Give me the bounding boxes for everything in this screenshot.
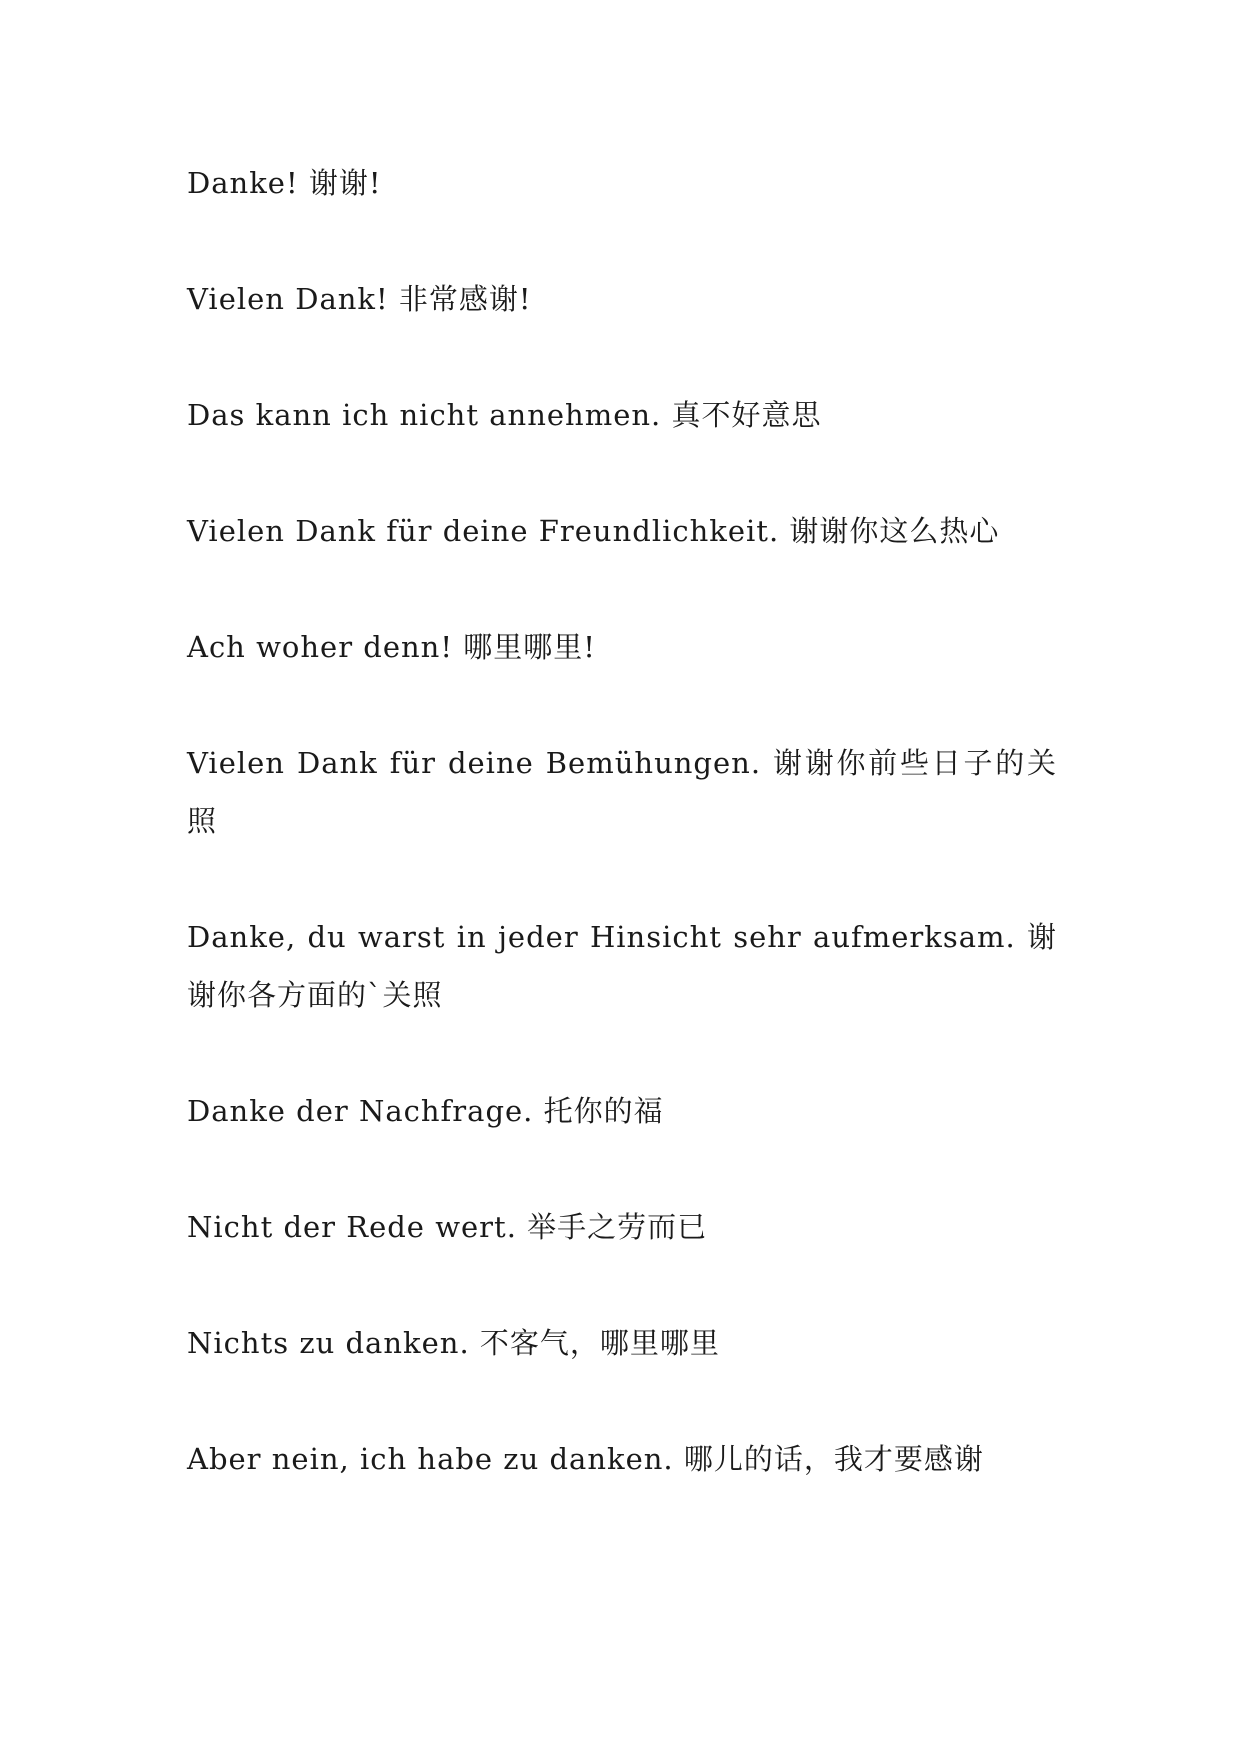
- phrase-line: Ach woher denn! 哪里哪里!: [187, 630, 596, 664]
- phrase-line: Das kann ich nicht annehmen. 真不好意思: [187, 398, 822, 432]
- phrase-line: Danke, du warst in jeder Hinsicht sehr aufmerksam. 谢谢你各方面的`关照: [187, 920, 1057, 1012]
- phrase-line: Nicht der Rede wert. 举手之劳而已: [187, 1210, 708, 1244]
- phrase-line: Vielen Dank für deine Bemühungen. 谢谢你前些日子的关照: [187, 746, 1057, 838]
- phrase-line: Danke der Nachfrage. 托你的福: [187, 1094, 664, 1128]
- phrase-line: Vielen Dank für deine Freundlichkeit. 谢谢你这么热心: [187, 514, 1000, 548]
- phrase-line: Danke! 谢谢!: [187, 166, 382, 200]
- phrase-line: Vielen Dank! 非常感谢!: [187, 282, 532, 316]
- phrase-line: Aber nein, ich habe zu danken. 哪儿的话，我才要感谢: [187, 1442, 984, 1476]
- phrase-list: [187, 154, 1057, 1546]
- phrase-line: Nichts zu danken. 不客气，哪里哪里: [187, 1326, 720, 1360]
